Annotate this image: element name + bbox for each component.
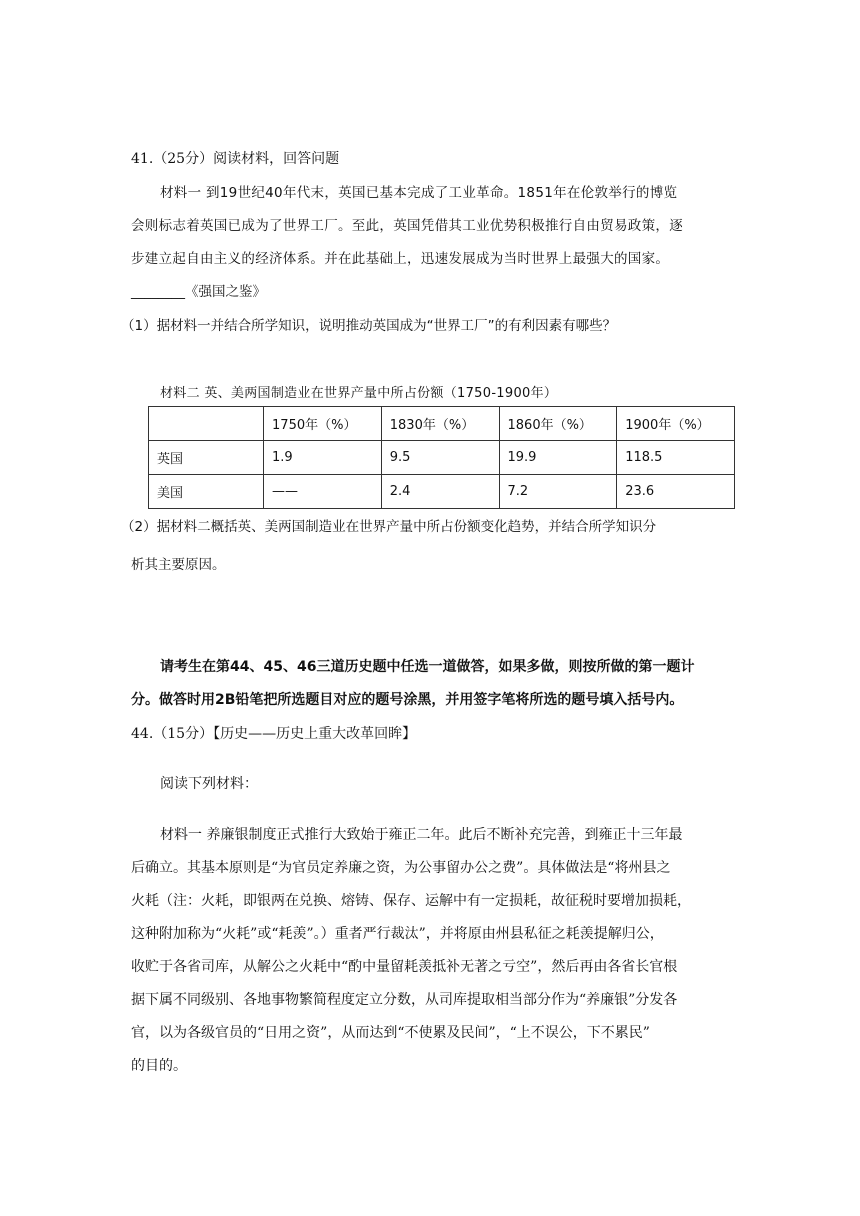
q41-source: ________《强国之鉴》 bbox=[131, 284, 266, 300]
manufacturing-share-table bbox=[148, 406, 735, 509]
q41-material2-caption: 材料二 英、美两国制造业在世界产量中所占份额（1750-1900年） bbox=[160, 386, 558, 401]
table-header-row bbox=[149, 407, 735, 441]
table-cell: 23.6 bbox=[617, 475, 735, 509]
table-header-cell bbox=[149, 407, 264, 441]
q44-material1-line: 火耗（注：火耗，即银两在兑换、熔铸、保存、运解中有一定损耗，故征税时要增加损耗， bbox=[131, 893, 691, 909]
table-cell: 7.2 bbox=[499, 475, 617, 509]
q44-material1-line: 据下属不同级别、各地事物繁简程度定立分数，从司库提取相当部分作为“养廉银”分发各 bbox=[131, 992, 678, 1008]
q44-material1-line: 这种附加称为“火耗”或“耗羡”。）重者严行裁汰”，并将原由州县私征之耗羡提解归公， bbox=[131, 926, 664, 942]
table-row bbox=[149, 441, 735, 475]
q41-material1-line: 步建立起自由主义的经济体系。并在此基础上，迅速发展成为当时世界上最强大的国家。 bbox=[131, 251, 670, 267]
q41-material1-line: 材料一 到19世纪40年代末，英国已基本完成了工业革命。1851年在伦敦举行的博览 bbox=[160, 185, 678, 201]
q44-material1-line: 官，以为各级官员的“日用之资”，从而达到“不使累及民间”，“上不误公，下不累民” bbox=[131, 1025, 650, 1041]
q41-question2-line: 析其主要原因。 bbox=[131, 557, 226, 573]
q41-heading: 41.（25分）阅读材料，回答问题 bbox=[131, 151, 340, 167]
table-cell: 9.5 bbox=[381, 441, 499, 475]
table-cell: 英国 bbox=[149, 441, 264, 475]
q44-material1-line: 后确立。其基本原则是“为官员定养廉之资，为公事留办公之费”。具体做法是“将州县之 bbox=[131, 860, 671, 876]
q41-question1: （1）据材料一并结合所学知识，说明推动英国成为“世界工厂”的有利因素有哪些？ bbox=[121, 318, 617, 334]
elective-notice-line: 请考生在第44、45、46三道历史题中任选一道做答，如果多做，则按所做的第一题计 bbox=[160, 659, 695, 675]
q41-question2-line: （2）据材料二概括英、美两国制造业在世界产量中所占份额变化趋势，并结合所学知识分 bbox=[121, 519, 657, 535]
table-header-cell: 1750年（%） bbox=[264, 407, 382, 441]
q44-material1-line: 材料一 养廉银制度正式推行大致始于雍正二年。此后不断补充完善，到雍正十三年最 bbox=[160, 827, 683, 843]
table-cell: 1.9 bbox=[264, 441, 382, 475]
q44-material1-line: 的目的。 bbox=[131, 1058, 187, 1074]
q44-heading: 44.（15分）【历史——历史上重大改革回眸】 bbox=[131, 726, 417, 742]
q44-intro: 阅读下列材料： bbox=[160, 776, 258, 792]
table-row bbox=[149, 475, 735, 509]
table-header-cell: 1900年（%） bbox=[617, 407, 735, 441]
table-cell: 118.5 bbox=[617, 441, 735, 475]
table-header-cell: 1830年（%） bbox=[381, 407, 499, 441]
elective-notice-line: 分。做答时用2B铅笔把所选题目对应的题号涂黑，并用签字笔将所选的题号填入括号内。 bbox=[131, 692, 684, 708]
table-cell: 美国 bbox=[149, 475, 264, 509]
table-cell: —— bbox=[264, 475, 382, 509]
table-cell: 19.9 bbox=[499, 441, 617, 475]
table-cell: 2.4 bbox=[381, 475, 499, 509]
table-header-cell: 1860年（%） bbox=[499, 407, 617, 441]
q44-material1-line: 收贮于各省司库，从解公之火耗中“酌中量留耗羡抵补无著之亏空”，然后再由各省长官根 bbox=[131, 959, 678, 975]
q41-material1-line: 会则标志着英国已成为了世界工厂。至此，英国凭借其工业优势积极推行自由贸易政策，逐 bbox=[131, 218, 683, 234]
